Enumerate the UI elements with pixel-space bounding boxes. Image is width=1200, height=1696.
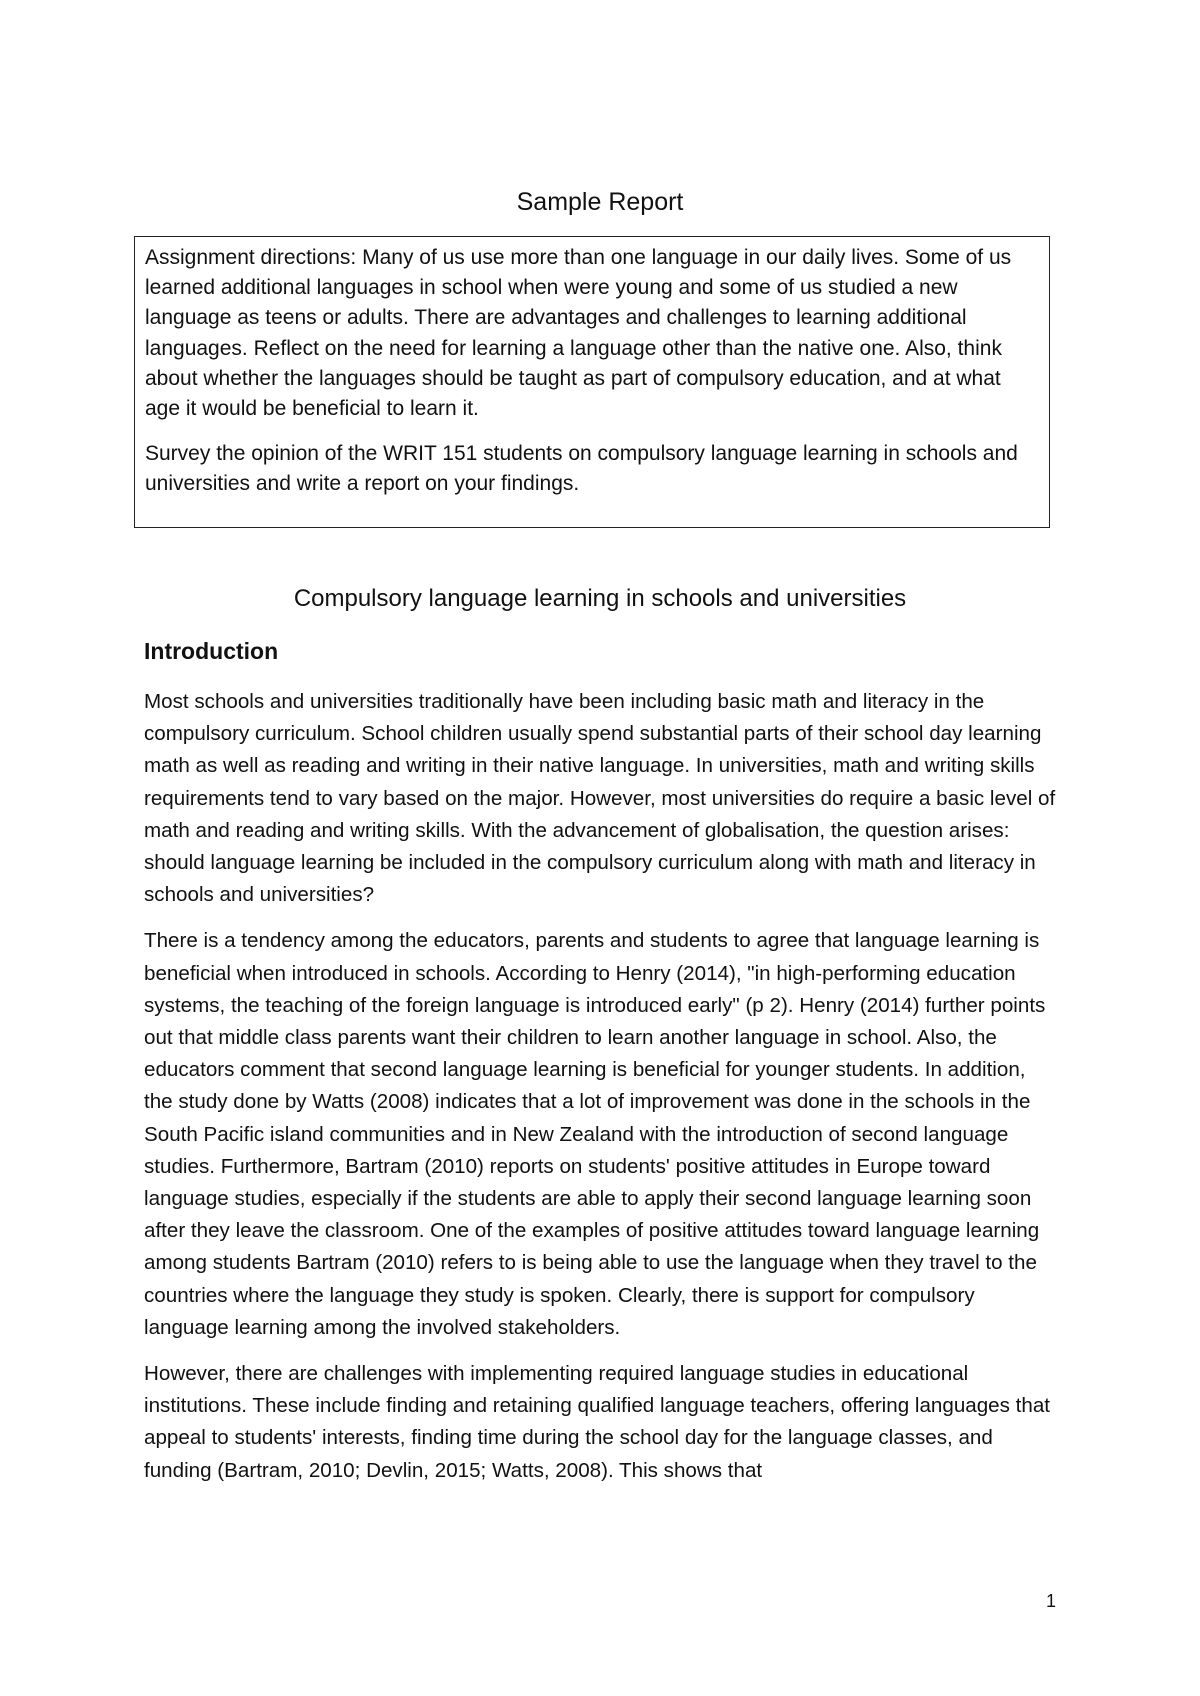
- introduction-body: [144, 686, 1058, 1501]
- report-title: Compulsory language learning in schools and universities: [293, 585, 907, 612]
- document-title: Sample Report: [516, 188, 684, 216]
- body-paragraph: There is a tendency among the educators, parents and students to agree that language learning is beneficial when introduced in schools. According to Henry (2014), "in high-performing education systems, the teaching of the foreign language is introduced early" (p 2). Henry (2014) further points out that middle class parents want their children to learn another language in school. Also, the educators comment that second language learning is beneficial for younger students. In addition, the study done by Watts (2008) indicates that a lot of improvement was done in the schools in the South Pacific island communities and in New Zealand with the introduction of second language studies. Furthermore, Bartram (2010) reports on students' positive attitudes in Europe toward language studies, especially if the students are able to apply their second language learning soon after they leave the classroom. One of the examples of positive attitudes toward language learning among students Bartram (2010) refers to is being able to use the language when they travel to the countries where the language they study is spoken. Clearly, there is support for compulsory language learning among the involved stakeholders.: [144, 929, 1046, 1339]
- page-number: 1: [1046, 1591, 1057, 1611]
- directions-paragraph: Assignment directions: Many of us use more than one language in our daily lives. Some of us learned additional languages in school when were young and some of us studied a new language as teens or adults. There are advantages and challenges to learning additional languages. Reflect on the need for learning a language other than the native one. Also, think about whether the languages should be taught as part of compulsory education, and at what age it would be beneficial to learn it.: [145, 246, 1012, 421]
- body-paragraph: Most schools and universities traditionally have been including basic math and literacy in the compulsory curriculum. School children usually spend substantial parts of their school day learning math as well as reading and writing in their native language. In universities, math and writing skills requirements tend to vary based on the major. However, most universities do require a basic level of math and reading and writing skills. With the advancement of globalisation, the question arises: should language learning be included in the compulsory curriculum along with math and literacy in schools and universities?: [144, 690, 1056, 907]
- directions-paragraph: Survey the opinion of the WRIT 151 students on compulsory language learning in schools and universities and write a report on your findings.: [145, 442, 1018, 496]
- body-paragraph: However, there are challenges with implementing required language studies in educational institutions. These include finding and retaining qualified language teachers, offering languages that appeal to students' interests, finding time during the school day for the language classes, and funding (Bartram, 2010; Devlin, 2015; Watts, 2008). This shows that: [144, 1362, 1051, 1482]
- section-heading-introduction: Introduction: [144, 638, 279, 664]
- assignment-directions-box: [134, 236, 1050, 528]
